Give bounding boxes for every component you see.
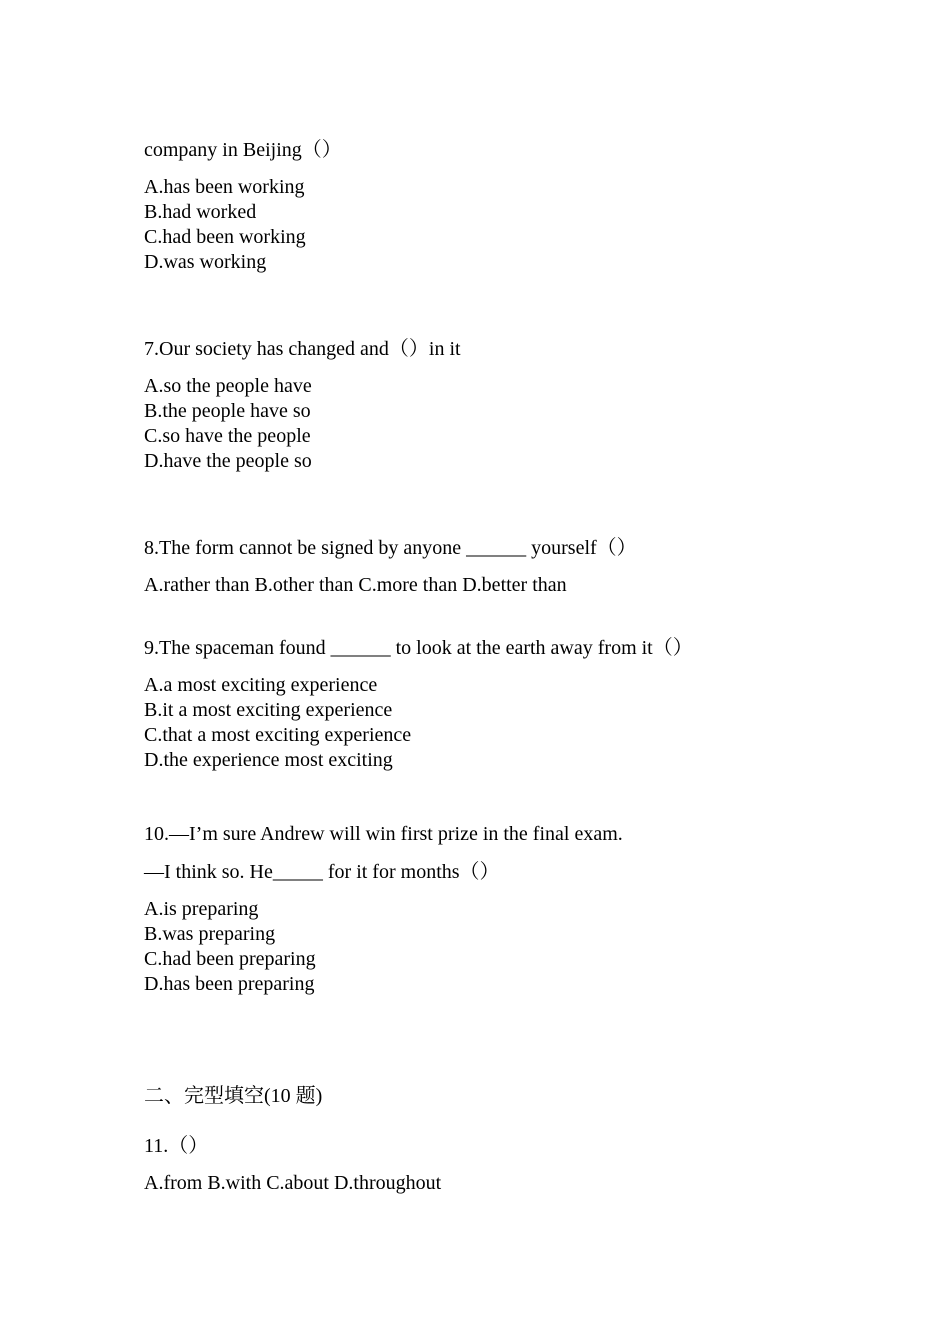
question-6-option-c: C.had been working <box>144 226 306 248</box>
section-2-heading: 二、完型填空(10 题) <box>144 1085 323 1107</box>
question-7-option-c: C.so have the people <box>144 425 311 447</box>
question-10-option-d: D.has been preparing <box>144 973 315 995</box>
question-10-option-b: B.was preparing <box>144 923 276 945</box>
question-8-options: A.rather than B.other than C.more than D.better than <box>144 574 567 596</box>
question-6-option-a: A.has been working <box>144 176 305 198</box>
question-6-option-d: D.was working <box>144 251 267 273</box>
question-9-option-d: D.the experience most exciting <box>144 749 393 771</box>
question-9-stem: 9.The spaceman found ______ to look at the earth away from it（） <box>144 637 693 659</box>
question-11-options: A.from B.with C.about D.throughout <box>144 1172 442 1194</box>
question-10-stem-line-2: —I think so. He_____ for it for months（） <box>144 861 500 883</box>
question-8-stem: 8.The form cannot be signed by anyone ______ yourself（） <box>144 537 637 559</box>
question-6-stem: company in Beijing（） <box>144 139 342 161</box>
question-7-option-b: B.the people have so <box>144 400 311 422</box>
question-9-option-b: B.it a most exciting experience <box>144 699 393 721</box>
question-7-option-d: D.have the people so <box>144 450 312 472</box>
question-11-stem: 11.（） <box>144 1135 209 1157</box>
question-6-option-b: B.had worked <box>144 201 257 223</box>
question-10-stem-line-1: 10.—I’m sure Andrew will win first prize in the final exam. <box>144 823 623 845</box>
question-9-option-c: C.that a most exciting experience <box>144 724 412 746</box>
question-10-option-c: C.had been preparing <box>144 948 316 970</box>
question-7-option-a: A.so the people have <box>144 375 312 397</box>
question-9-option-a: A.a most exciting experience <box>144 674 378 696</box>
question-7-stem: 7.Our society has changed and（）in it <box>144 338 461 360</box>
question-10-option-a: A.is preparing <box>144 898 259 920</box>
